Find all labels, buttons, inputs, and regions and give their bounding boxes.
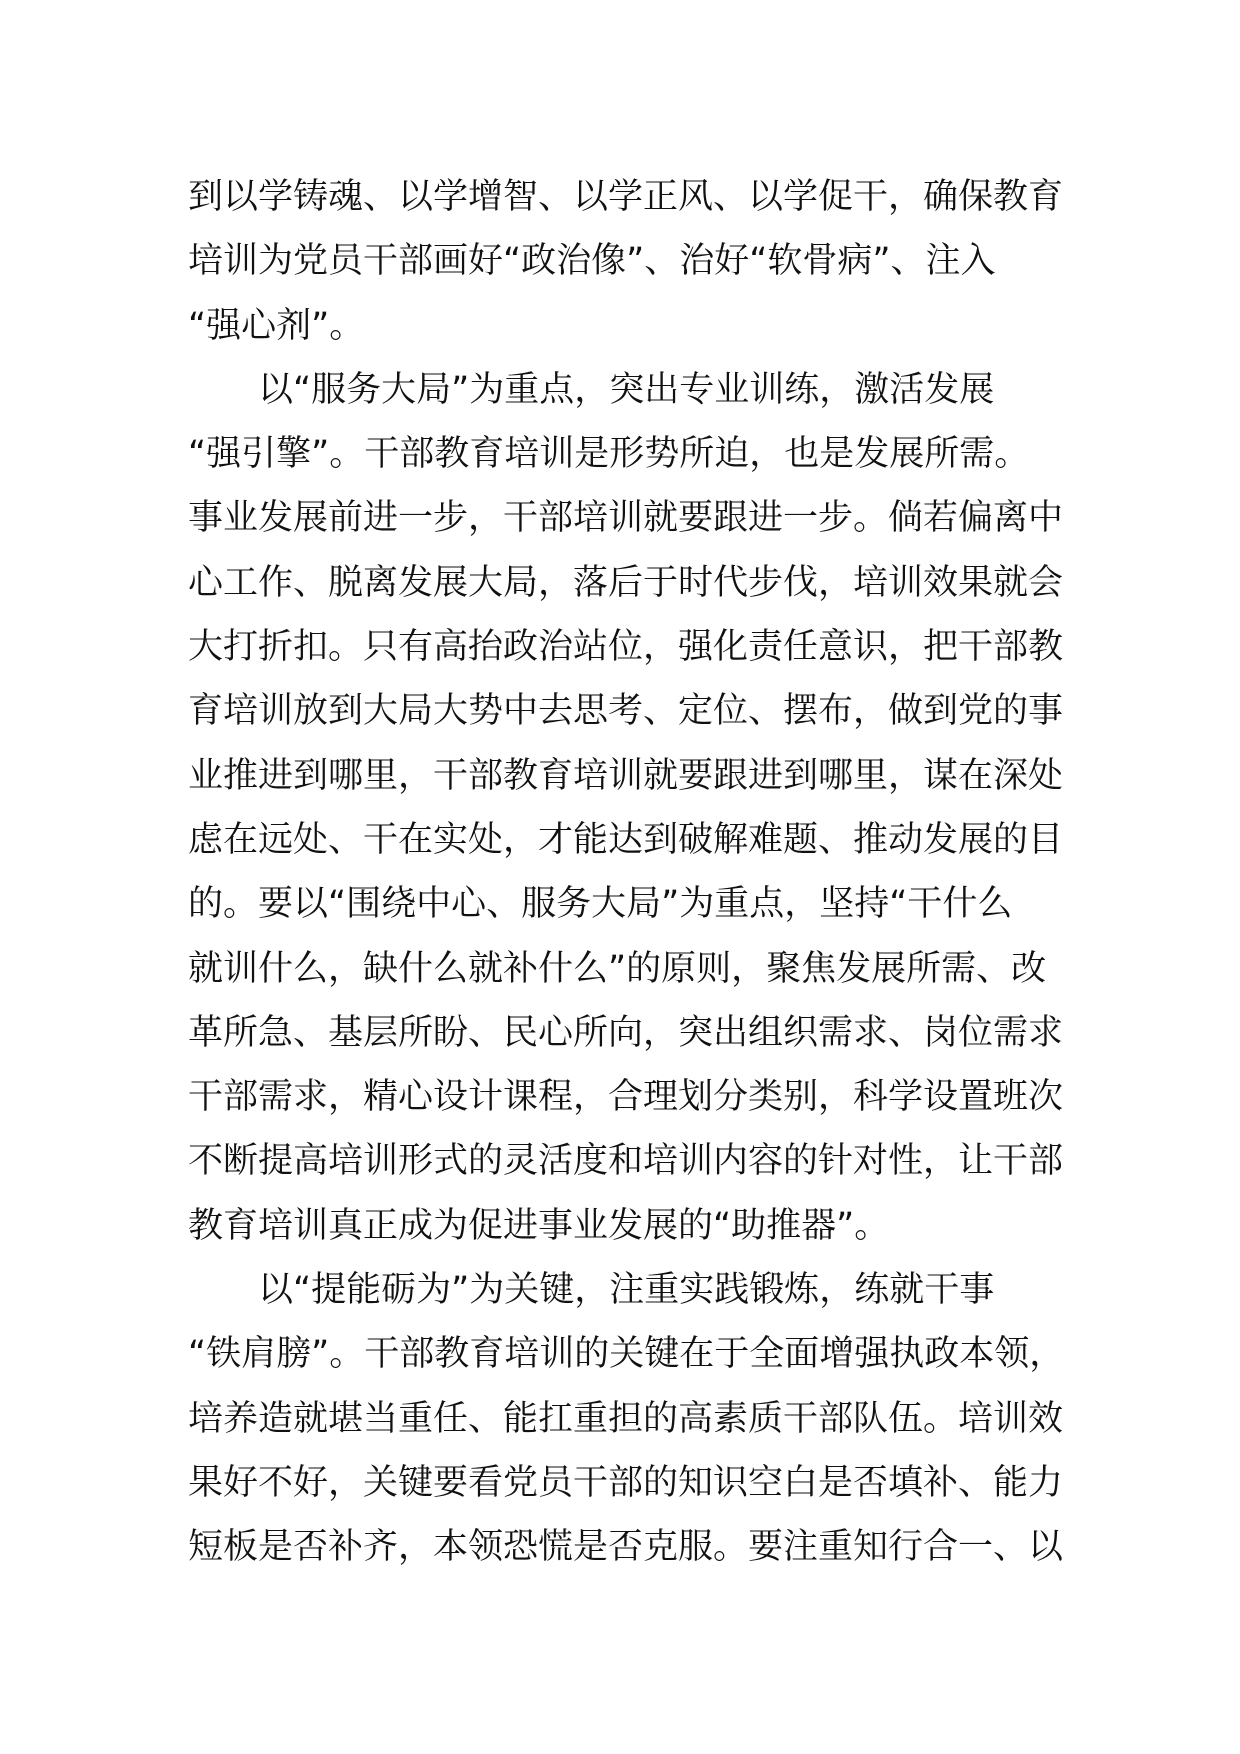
text-line: 革所急、基层所盼、民心所向，突出组织需求、岗位需求 — [188, 1012, 1064, 1053]
body-text — [188, 165, 1068, 1580]
paragraph-start-line: 以“服务大局”为重点，突出专业训练，激活发展 — [258, 369, 995, 410]
text-line: “强心剂”。 — [188, 305, 365, 346]
paragraph-start-line: 以“提能砺为”为关键，注重实践锻炼，练就干事 — [258, 1270, 995, 1311]
text-line: 大打折扣。只有高抬政治站位，强化责任意识，把干部教 — [188, 627, 1064, 668]
text-line: 心工作、脱离发展大局，落后于时代步伐，培训效果就会 — [188, 562, 1064, 603]
text-line: 短板是否补齐，本领恐慌是否克服。要注重知行合一、以 — [188, 1527, 1064, 1568]
text-line: 的。要以“围绕中心、服务大局”为重点，坚持“干什么 — [188, 884, 1013, 925]
text-line: 就训什么，缺什么就补什么”的原则，聚焦发展所需、改 — [188, 948, 1047, 989]
text-line: 业推进到哪里，干部教育培训就要跟进到哪里，谋在深处 — [188, 755, 1064, 796]
text-line: 教育培训真正成为促进事业发展的“助推器”。 — [188, 1205, 890, 1246]
text-line: 干部需求，精心设计课程，合理划分类别，科学设置班次 — [188, 1077, 1064, 1118]
text-line: 虑在远处、干在实处，才能达到破解难题、推动发展的目 — [188, 819, 1064, 860]
text-line: 事业发展前进一步，干部培训就要跟进一步。倘若偏离中 — [188, 498, 1064, 539]
text-line: 到以学铸魂、以学增智、以学正风、以学促干，确保教育 — [188, 177, 1064, 217]
text-line: 不断提高培训形式的灵活度和培训内容的针对性，让干部 — [188, 1141, 1064, 1182]
text-line: 培训为党员干部画好“政治像”、治好“软骨病”、注入 — [188, 241, 996, 282]
text-line: “铁肩膀”。干部教育培训的关键在于全面增强执政本领， — [188, 1334, 1065, 1375]
text-line: 育培训放到大局大势中去思考、定位、摆布，做到党的事 — [188, 691, 1064, 732]
text-line: 培养造就堪当重任、能扛重担的高素质干部队伍。培训效 — [188, 1398, 1064, 1439]
text-line: “强引擎”。干部教育培训是形势所迫，也是发展所需。 — [188, 434, 1030, 475]
text-line: 果好不好，关键要看党员干部的知识空白是否填补、能力 — [188, 1462, 1064, 1503]
